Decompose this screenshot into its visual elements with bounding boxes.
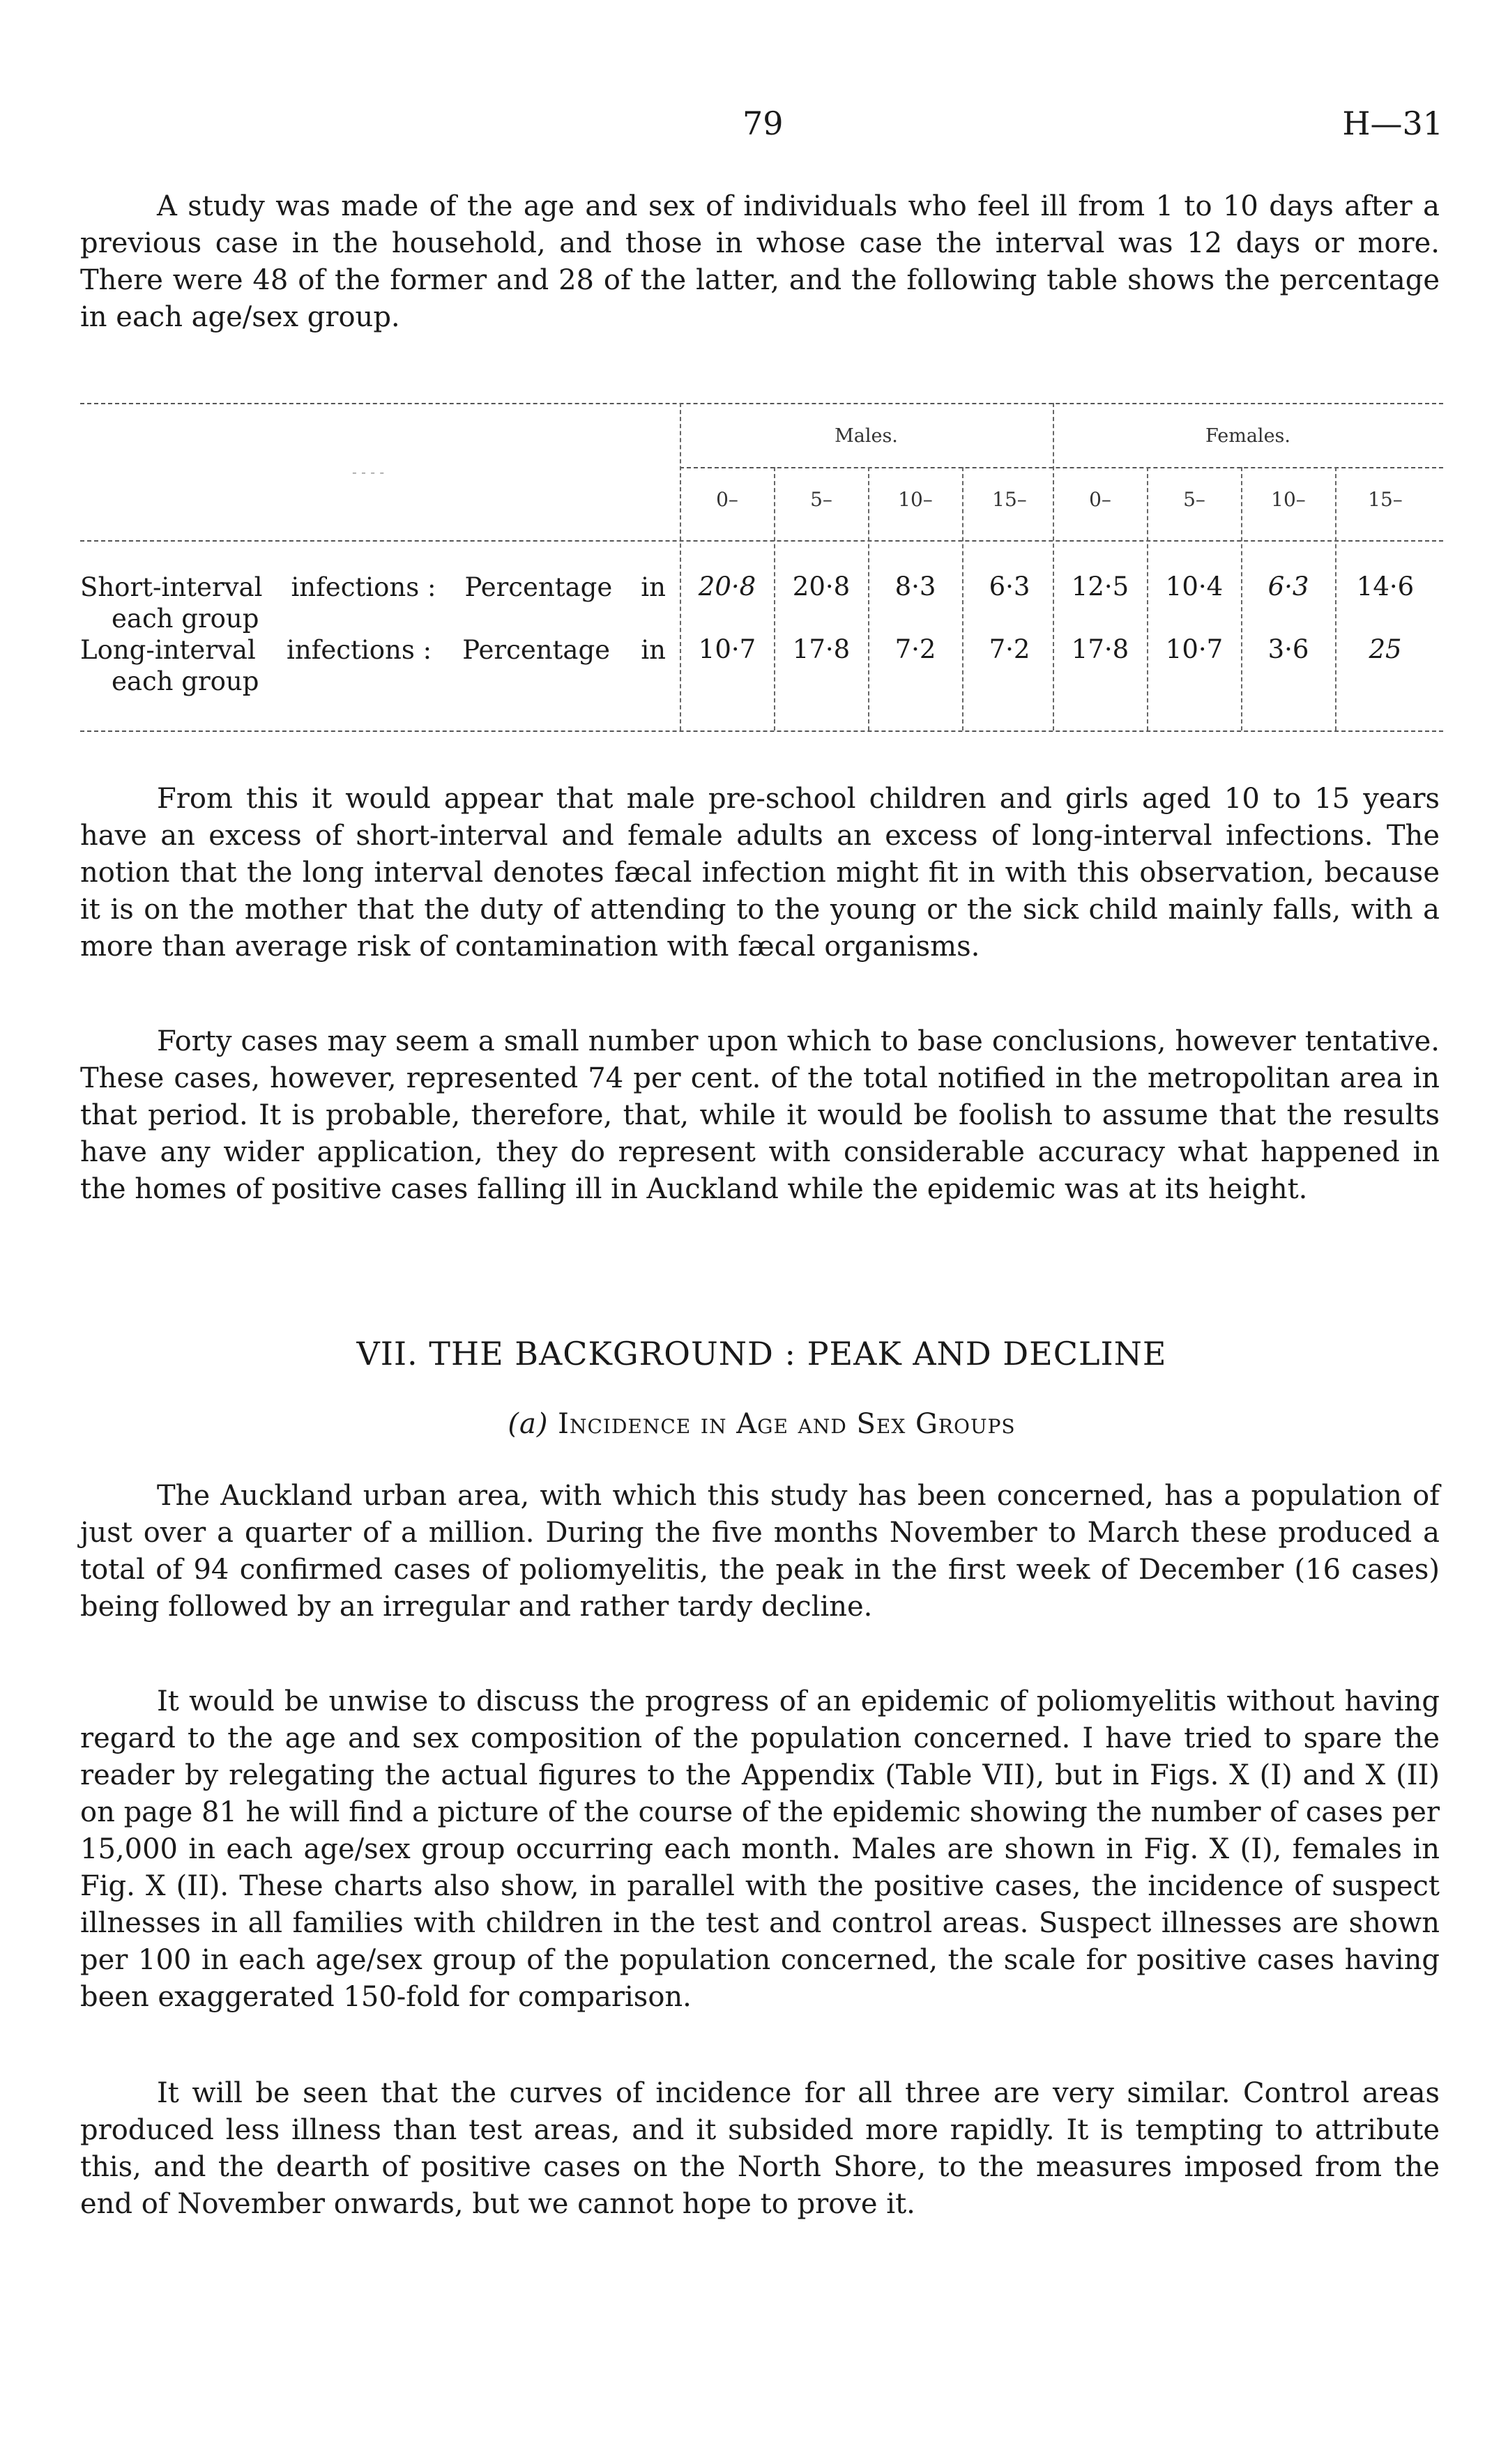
table-cell: 20·8 bbox=[792, 572, 851, 602]
subsection-heading: (a) Incidence in Age and Sex Groups bbox=[508, 1408, 1016, 1440]
table-cell: 12·5 bbox=[1071, 572, 1129, 602]
row-label-long-interval: Long-interval infections : Percentage in each group bbox=[80, 635, 666, 696]
body-paragraph-forty-cases: Forty cases may seem a small number upon which to base conclusions, however tentative. These cases, however, represented 74 per cent. of the total notified in the metropolitan area in that period. It is probable, therefore, that, while it would be foolish to assume that the results have any wider application, they do represent with considerable accuracy what happened in the homes of positive cases falling ill in Auckland while the epidemic was at its height. bbox=[80, 1025, 1440, 1205]
interval-percentage-table bbox=[80, 397, 1443, 739]
col-header-females-0: 0– bbox=[1089, 488, 1111, 511]
group-header-rule bbox=[680, 467, 1443, 468]
body-paragraph-curves: It will be seen that the curves of incidence for all three are very similar. Control areas produced less illness than test areas, and it subsided more rapidly. It is tempting to attribute this, and the dearth of positive cases on the North Shore, to the measures imposed from the end of November onwards, but we cannot hope to prove it. bbox=[80, 2077, 1440, 2220]
section-heading: VII. THE BACKGROUND : PEAK AND DECLINE bbox=[356, 1335, 1167, 1372]
table-cell: 25 bbox=[1369, 634, 1402, 664]
table-cell: 6·3 bbox=[1267, 572, 1309, 602]
table-cell: 20·8 bbox=[698, 572, 756, 602]
col-header-males-15: 15– bbox=[992, 488, 1027, 511]
col-divider bbox=[1241, 467, 1242, 730]
column-header-rule bbox=[80, 540, 1443, 542]
intro-paragraph-text: A study was made of the age and sex of individuals who feel ill from 1 to 10 days after a previous case in the household, and those in whose case the interval was 12 days or more. There were 48 of the former and 28 of the latter, and the following table shows the percentage in each age/sex group. bbox=[80, 190, 1440, 333]
stub-head-dash: - - - - bbox=[352, 464, 385, 480]
label-column-divider bbox=[680, 403, 681, 730]
col-divider bbox=[1335, 467, 1336, 730]
body-paragraph-age-sex-composition: It would be unwise to discuss the progress of an epidemic of poliomyelitis without having regard to the age and sex composition of the population concerned. I have tried to spare the reader by relegating the actual figures to the Appendix (Table VII), but in Figs. X (I) and X (II) on page 81 he will find a picture of the course of the epidemic showing the number of cases per 15,000 in each age/sex group occurring each month. Males are shown in Fig. X (I), females in Fig. X (II). These charts also show, in parallel with the positive cases, the incidence of suspect illnesses in all families with children in the test and control areas. Suspect illnesses are shown per 100 in each age/sex group of the population concerned, the scale for positive cases having been exaggerated 150-fold for comparison. bbox=[80, 1685, 1440, 2013]
table-cell: 14·6 bbox=[1356, 572, 1415, 602]
col-header-males-0: 0– bbox=[716, 488, 738, 511]
table-cell: 3·6 bbox=[1267, 634, 1309, 664]
table-cell: 17·8 bbox=[1071, 634, 1129, 664]
table-bottom-rule bbox=[80, 730, 1443, 732]
document-reference: H—31 bbox=[1342, 105, 1443, 142]
table-cell: 8·3 bbox=[894, 572, 936, 602]
col-divider bbox=[868, 467, 869, 730]
table-cell: 7·2 bbox=[989, 634, 1030, 664]
table-cell: 17·8 bbox=[792, 634, 851, 664]
page-header bbox=[80, 105, 1443, 153]
group-header-males: Males. bbox=[835, 425, 898, 447]
col-header-males-10: 10– bbox=[898, 488, 933, 511]
page-number: 79 bbox=[742, 105, 784, 142]
col-header-females-5: 5– bbox=[1183, 488, 1205, 511]
col-divider bbox=[774, 467, 775, 730]
col-header-females-10: 10– bbox=[1271, 488, 1306, 511]
table-cell: 10·7 bbox=[1165, 634, 1224, 664]
table-cell: 10·4 bbox=[1165, 572, 1224, 602]
col-divider bbox=[1147, 467, 1148, 730]
col-divider bbox=[962, 467, 964, 730]
body-paragraph-auckland-area: The Auckland urban area, with which this study has been concerned, has a population of just over a quarter of a million. During the five months November to March these produced a total of 94 confirmed cases of poliomyelitis, the peak in the first week of December (16 cases) being followed by an irregular and rather tardy decline. bbox=[80, 1480, 1440, 1623]
table-cell: 7·2 bbox=[894, 634, 936, 664]
table-cell: 6·3 bbox=[989, 572, 1030, 602]
males-females-divider bbox=[1053, 403, 1054, 730]
col-header-females-15: 15– bbox=[1368, 488, 1403, 511]
col-header-males-5: 5– bbox=[810, 488, 832, 511]
group-header-females: Females. bbox=[1205, 425, 1290, 447]
intro-paragraph bbox=[80, 188, 1440, 336]
body-paragraph-fecal: From this it would appear that male pre-school children and girls aged 10 to 15 years have an excess of short-interval and female adults an excess of long-interval infections. The notion that the long interval denotes fæcal infection might fit in with this observation, because it is on the mother that the duty of attending to the young or the sick child mainly falls, with a more than average risk of contamination with fæcal organisms. bbox=[80, 783, 1440, 963]
table-cell: 10·7 bbox=[698, 634, 756, 664]
row-label-short-interval: Short-interval infections : Percentage in each group bbox=[80, 572, 666, 634]
table-top-rule bbox=[80, 403, 1443, 404]
